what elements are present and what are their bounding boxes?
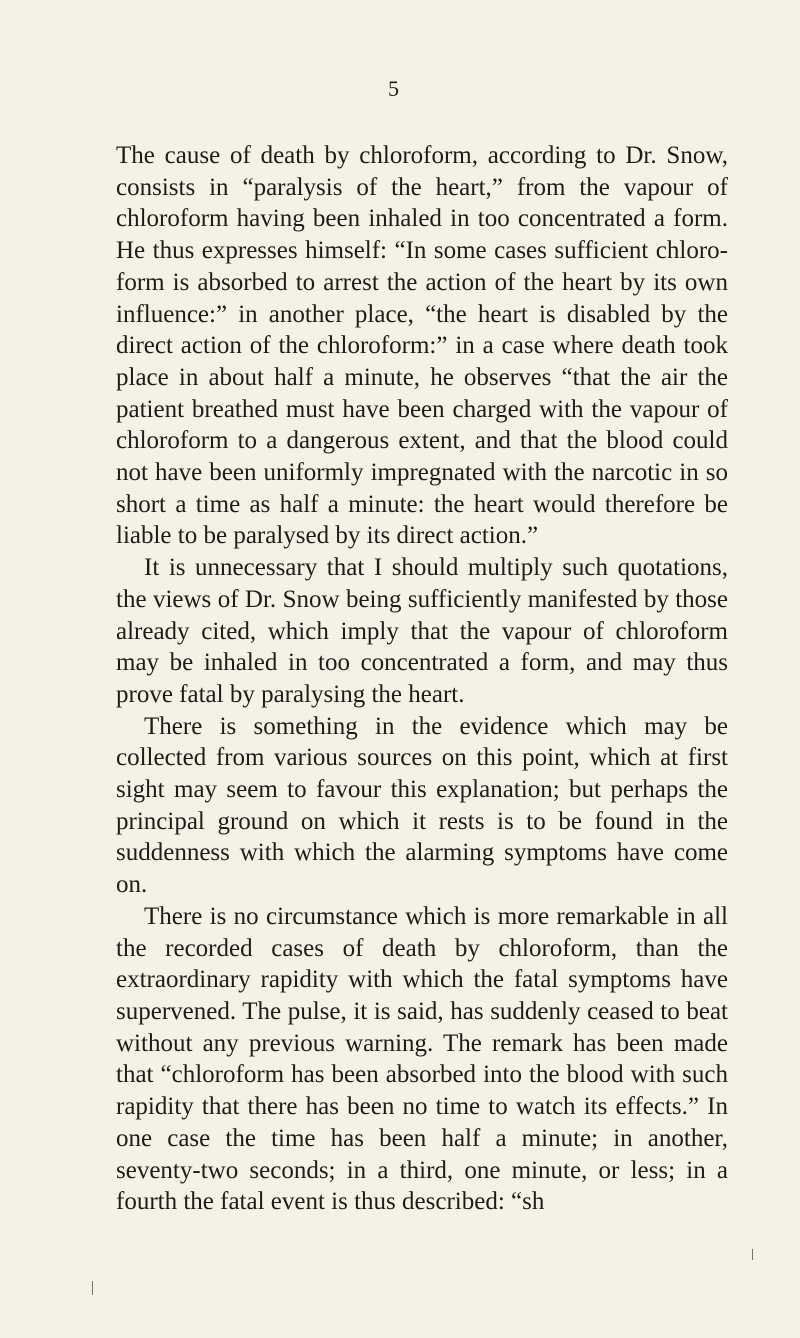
body-text bbox=[116, 140, 728, 1218]
margin-mark-left bbox=[92, 1281, 93, 1295]
page-number: 5 bbox=[388, 76, 399, 101]
paragraph-2: It is unnecessary that I should multiply such quotations, the views of Dr. Snow being sufficiently manifested by those already cited, which imply that the vapour of chloroform may be inhaled in too concentrated a form, and may thus prove fatal by paralysing the heart. bbox=[116, 554, 728, 708]
paragraph-3: There is something in the evidence which may be collected from various sources on this point, which at first sight may seem to favour this explanation; but perhaps the principal ground on which it rests is to be found in the suddenness with which the alarming symptoms have come on. bbox=[116, 712, 728, 899]
margin-mark-right bbox=[752, 1249, 753, 1260]
paragraph-1: The cause of death by chloroform, according to Dr. Snow, consists in “paralysis of the heart,” from the vapour of chloroform having been inhaled in too concentrated a form. He thus expresses himself: “In some cases sufficient chloroform is absorbed to arrest the action of the heart by its own influence:” in another place, “the heart is disabled by the direct action of the chloroform:” in a case where death took place in about half a minute, he observes “that the air the patient breathed must have been charged with the vapour of chloroform to a dangerous extent, and that the blood could not have been uniformly impregnated with the narcotic in so short a time as half a minute: the heart would therefore be liable to be paralysed by its direct action.” bbox=[116, 142, 728, 550]
paragraph-4: There is no circumstance which is more remarkable in all the recorded cases of death by chloroform, than the extraordinary rapidity with which the fatal symptoms have supervened. The pulse, it is said, has suddenly ceased to beat without any previous warning. The remark has been made that “chloroform has been absorbed into the blood with such rapidity that there has been no time to watch its effects.” In one case the time has been half a minute; in another, seventy-two seconds; in a third, one minute, or less; in a fourth the fatal event is thus described: “sh bbox=[116, 902, 728, 1216]
